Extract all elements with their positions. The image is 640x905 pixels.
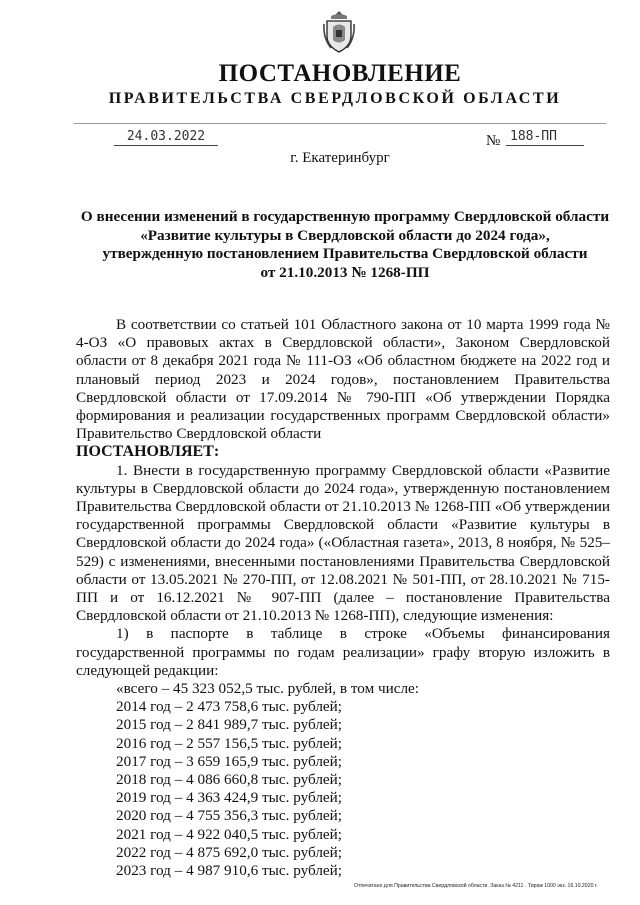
number-label: № bbox=[486, 133, 501, 149]
year-line: 2018 год – 4 086 660,8 тыс. рублей; bbox=[116, 771, 343, 789]
document-number: 188-ПП bbox=[506, 129, 584, 146]
item-1-paragraph: 1. Внести в государственную программу Свердловской области «Развитие культуры в Свердловской области до 2024 года», утвержденную постановлением Правительства Свердловской области от 21.10.2013 № 1268-ПП «Об утверждении государственной программы Свердловской области «Развитие культуры в Свердловской области до 2024 года» («Областная газета», 2013, 8 ноября, № 525–529) с изменениями, внесенными постановлениями Правительства Свердловской области от 13.05.2021 № 270-ПП, от 12.08.2021 № 501-ПП, от 28.10.2021 № 715-ПП и от 16.12.2021 № 907-ПП (далее – постановление Правительства Свердловской области от 21.10.2013 № 1268-ПП), следующие изменения: bbox=[76, 461, 610, 625]
year-line: 2016 год – 2 557 156,5 тыс. рублей; bbox=[116, 734, 343, 752]
document-heading bbox=[60, 208, 630, 282]
document-body bbox=[76, 316, 610, 880]
year-line: 2021 год – 4 922 040,5 тыс. рублей; bbox=[116, 825, 343, 843]
year-line: 2020 год – 4 755 356,3 тыс. рублей; bbox=[116, 807, 343, 825]
header-divider bbox=[74, 123, 606, 124]
heading-line: от 21.10.2013 № 1268-ПП bbox=[260, 263, 430, 281]
intro-paragraph: В соответствии со статьей 101 Областного закона от 10 марта 1999 года № 4-ОЗ «О правовых актах в Свердловской области», Законом Свердловской области от 8 декабря 2021 года № 111-ОЗ «Об областном бюджете на 2022 год и плановый период 2023 и 2024 годов», постановлением Правительства Свердловской области от 17.09.2014 № 790-ПП «Об утверждении Порядка формирования и реализации государственных программ Свердловской области» Правительство Свердловской области bbox=[76, 316, 610, 443]
item-1-1-paragraph: 1) в паспорте в таблице в строке «Объемы финансирования государственной программы по годам реализации» графу вторую изложить в следующей редакции: bbox=[76, 625, 610, 679]
coat-of-arms-icon bbox=[323, 10, 355, 54]
document-date: 24.03.2022 bbox=[114, 129, 218, 146]
total-line: «всего – 45 323 052,5 тыс. рублей, в том числе: bbox=[116, 680, 420, 698]
year-line: 2023 год – 4 987 910,6 тыс. рублей; bbox=[116, 862, 343, 880]
issuer-subtitle: ПРАВИТЕЛЬСТВА СВЕРДЛОВСКОЙ ОБЛАСТИ bbox=[108, 90, 562, 107]
heading-line: «Развитие культуры в Свердловской области до 2024 года», bbox=[140, 226, 550, 244]
document-title: ПОСТАНОВЛЕНИЕ bbox=[218, 60, 462, 87]
year-line: 2014 год – 2 473 758,6 тыс. рублей; bbox=[116, 698, 343, 716]
print-footer: Отпечатано для Правительства Свердловской области. Заказ № 4211 . Тираж 1000 экз. 16.10.2020 г. bbox=[354, 883, 598, 889]
heading-line: О внесении изменений в государственную программу Свердловской области bbox=[80, 208, 610, 225]
year-line: 2017 год – 3 659 165,9 тыс. рублей; bbox=[116, 752, 343, 770]
year-line: 2019 год – 4 363 424,9 тыс. рублей; bbox=[116, 789, 343, 807]
year-line: 2022 год – 4 875 692,0 тыс. рублей; bbox=[116, 843, 343, 861]
document-city: г. Екатеринбург bbox=[290, 150, 390, 166]
heading-line: утвержденную постановлением Правительства Свердловской области bbox=[102, 245, 588, 262]
decree-word: ПОСТАНОВЛЯЕТ: bbox=[76, 443, 220, 461]
year-line: 2015 год – 2 841 989,7 тыс. рублей; bbox=[116, 716, 343, 734]
